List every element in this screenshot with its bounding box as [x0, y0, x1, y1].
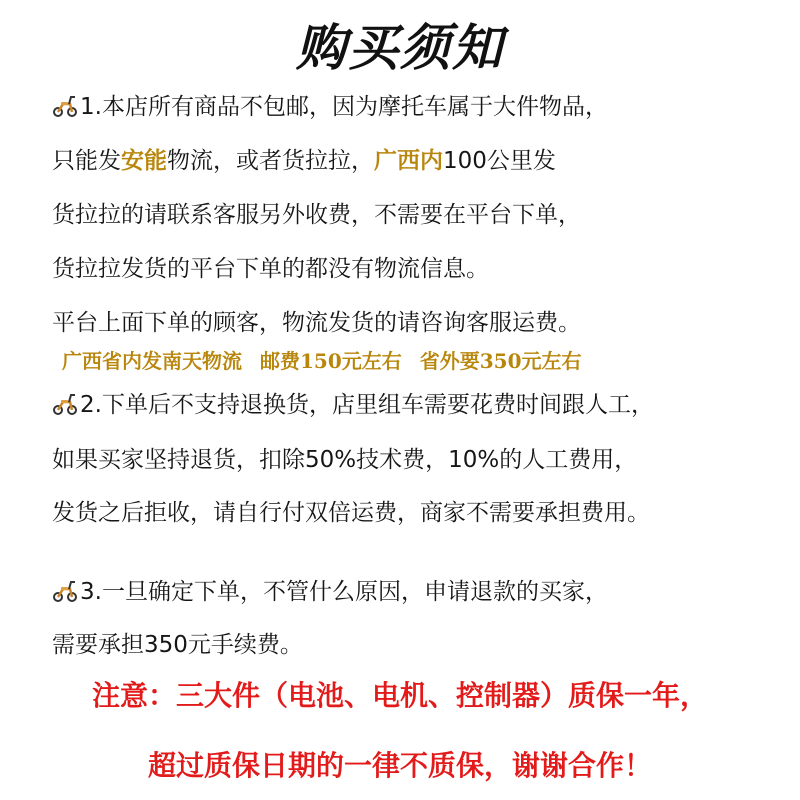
- s2-line3: 发货之后拒收，请自行付双倍运费，商家不需要承担费用。: [52, 500, 650, 526]
- warranty-notice-line2: 超过质保日期的一律不质保，谢谢合作！: [147, 749, 652, 782]
- warranty-notice-line1: 注意：三大件（电池、电机、控制器）质保一年，: [91, 679, 708, 712]
- s3-line2: 需要承担350元手续费。: [52, 632, 303, 658]
- highlight-anneng: 安能: [121, 147, 167, 174]
- s1-line2-c: 100公里发: [443, 148, 556, 174]
- shipping-guangxi: 广西省内发南天物流: [62, 349, 242, 373]
- s1-line4: 货拉拉发货的平台下单的都没有物流信息。: [52, 256, 489, 282]
- s3-line1: [52, 577, 608, 607]
- s1-line5: 平台上面下单的顾客，物流发货的请咨询客服运费。: [52, 310, 581, 336]
- s1-line2-a: 只能发: [52, 148, 121, 174]
- s1-line1: [52, 92, 608, 122]
- s2-line2: 如果买家坚持退货，扣除50%技术费，10%的人工费用，: [52, 447, 638, 473]
- s2-line1: [52, 390, 654, 420]
- s1-line3: 货拉拉的请联系客服另外收费，不需要在平台下单，: [52, 202, 581, 228]
- page-title: 购买须知: [296, 19, 504, 77]
- scooter-icon: [52, 392, 78, 416]
- s1-line1-text: 1.本店所有商品不包邮，因为摩托车属于大件物品，: [80, 94, 608, 120]
- s1-line2-b: 物流，或者货拉拉，: [167, 148, 374, 174]
- s3-line1-text: 3.一旦确定下单，不管什么原因，申请退款的买家，: [80, 579, 608, 605]
- s2-line1-text: 2.下单后不支持退换货，店里组车需要花费时间跟人工，: [80, 392, 654, 418]
- scooter-icon: [52, 94, 78, 118]
- s1-line2: [52, 146, 556, 176]
- shipping-fee-150: 邮费150元左右: [260, 349, 402, 373]
- highlight-guangxi: 广西内: [374, 147, 443, 174]
- shipping-fee-350: 省外要350元左右: [419, 349, 582, 373]
- scooter-icon: [52, 579, 78, 603]
- shipping-fees: [62, 348, 600, 374]
